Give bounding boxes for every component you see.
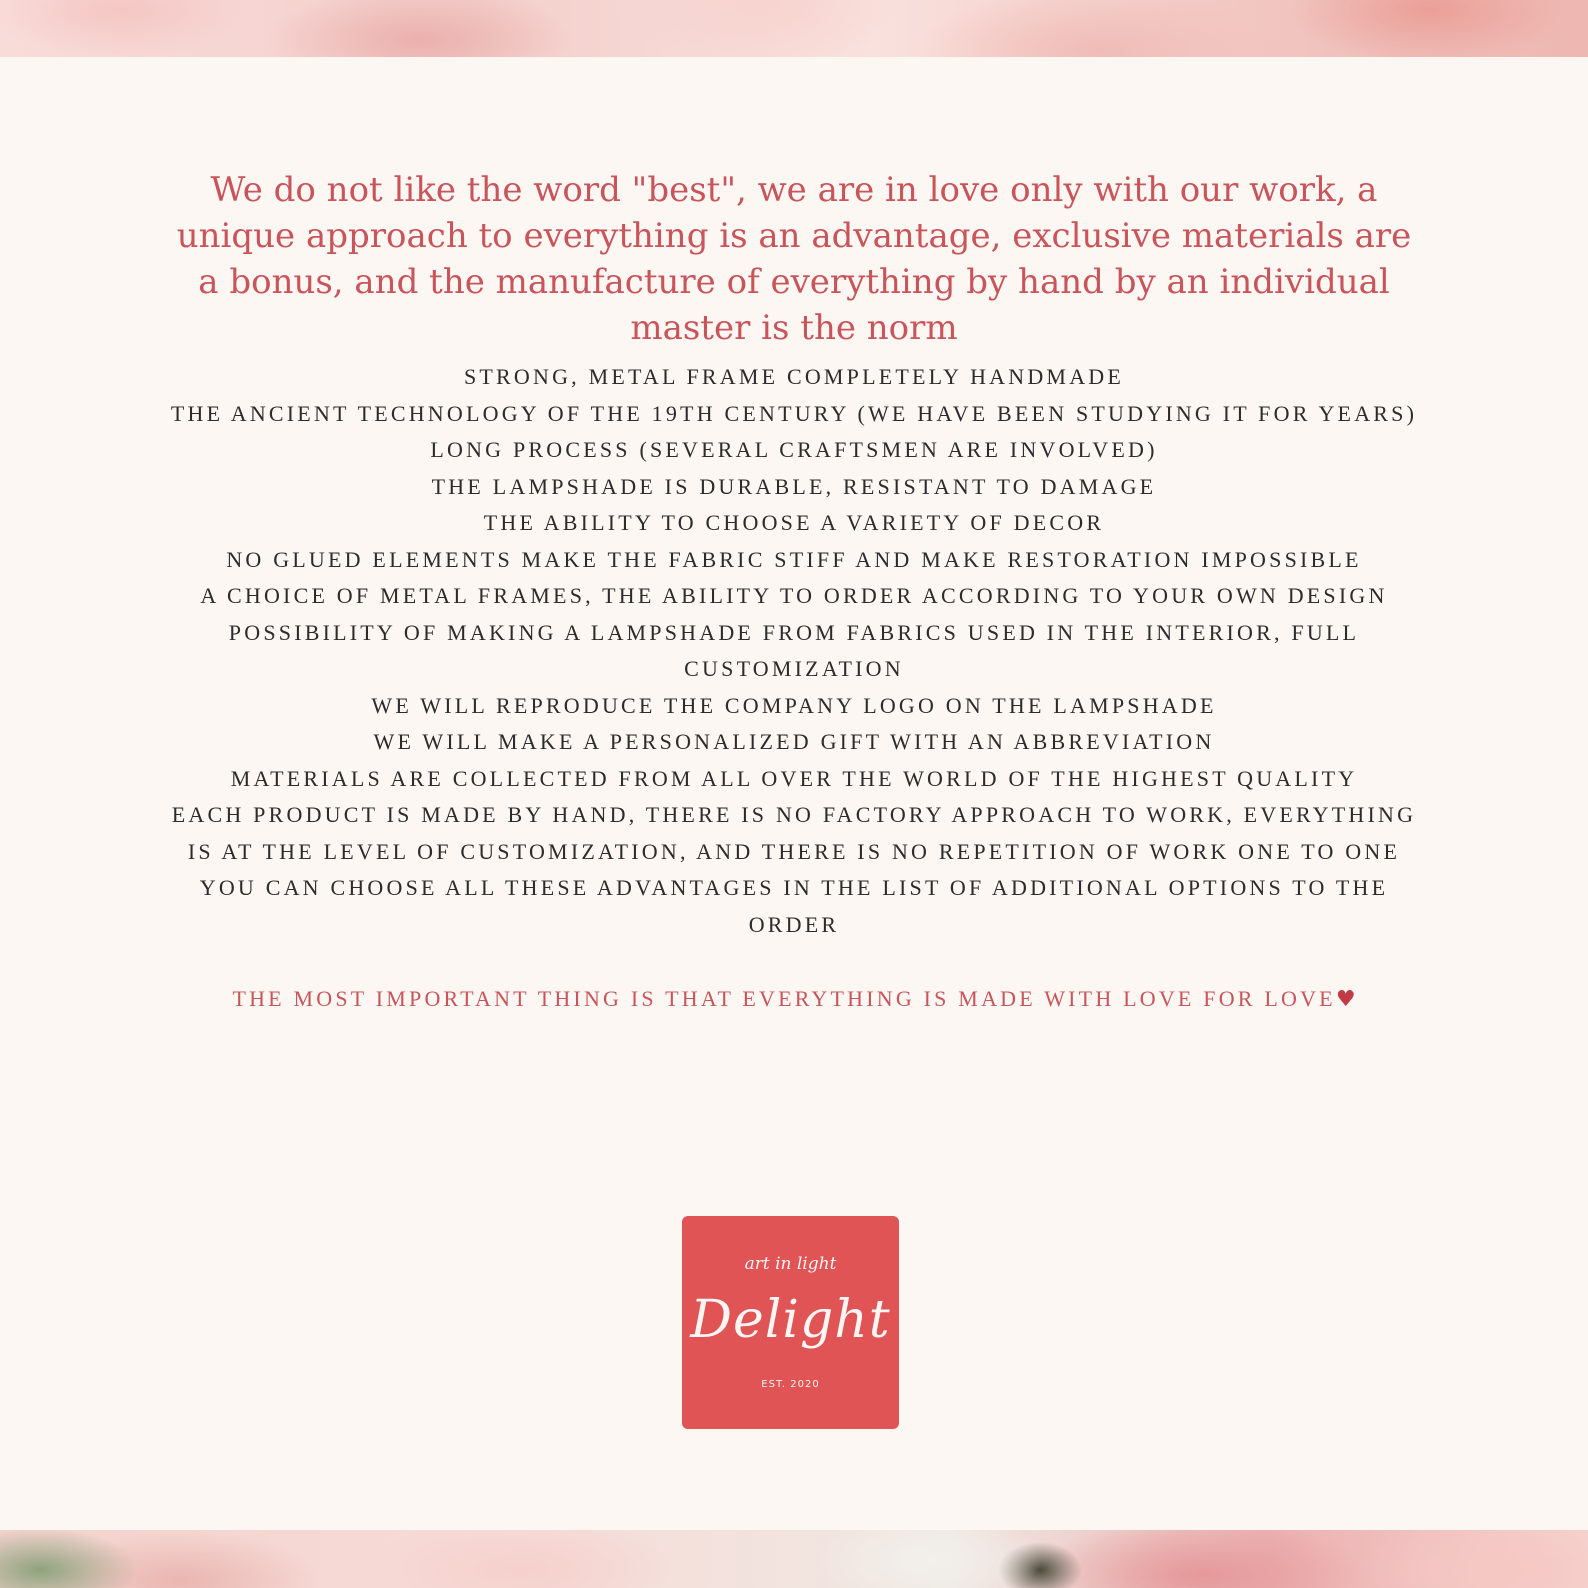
- closing-text: THE MOST IMPORTANT THING IS THAT EVERYTHING IS MADE WITH LOVE FOR LOVE: [232, 986, 1336, 1011]
- feature-item: NO GLUED ELEMENTS MAKE THE FABRIC STIFF AND MAKE RESTORATION IMPOSSIBLE: [226, 546, 1362, 572]
- closing-statement: [160, 981, 1428, 1018]
- logo-tagline: art in light: [744, 1254, 837, 1274]
- feature-item: STRONG, METAL FRAME COMPLETELY HANDMADE: [463, 364, 1125, 389]
- feature-item: EACH PRODUCT IS MADE BY HAND, THERE IS NO FACTORY APPROACH TO WORK, EVERYTHING IS AT THE LEVEL OF CUSTOMIZATION, AND THERE IS NO REPETITION OF WORK ONE TO ONE: [171, 802, 1417, 864]
- feature-item: THE LAMPSHADE IS DURABLE, RESISTANT TO DAMAGE: [431, 473, 1157, 499]
- feature-item: YOU CAN CHOOSE ALL THESE ADVANTAGES IN THE LIST OF ADDITIONAL OPTIONS TO THE ORDER: [199, 875, 1389, 937]
- content-column: [160, 167, 1428, 1018]
- feature-list: [160, 359, 1428, 943]
- feature-item: A CHOICE OF METAL FRAMES, THE ABILITY TO ORDER ACCORDING TO YOUR OWN DESIGN: [200, 583, 1388, 608]
- floral-background-top: [0, 0, 1588, 57]
- feature-item: THE ABILITY TO CHOOSE A VARIETY OF DECOR: [483, 510, 1105, 535]
- feature-item: LONG PROCESS (SEVERAL CRAFTSMEN ARE INVOLVED): [430, 437, 1158, 462]
- floral-background-bottom: [0, 1530, 1588, 1588]
- headline: We do not like the word "best", we are in love only with our work, a unique approach to everything is an advantage, exclusive materials are a bonus, and the manufacture of everything by hand by an individual master is the norm: [176, 170, 1412, 348]
- feature-item: MATERIALS ARE COLLECTED FROM ALL OVER THE WORLD OF THE HIGHEST QUALITY: [230, 765, 1358, 791]
- heart-icon: ♥: [1335, 987, 1356, 1012]
- feature-item: WE WILL MAKE A PERSONALIZED GIFT WITH AN ABBREVIATION: [373, 729, 1215, 754]
- feature-item: WE WILL REPRODUCE THE COMPANY LOGO ON THE LAMPSHADE: [371, 692, 1217, 718]
- logo-established: EST. 2020: [761, 1379, 820, 1390]
- brand-logo: [682, 1216, 899, 1429]
- logo-name: Delight: [690, 1290, 891, 1350]
- feature-item: POSSIBILITY OF MAKING A LAMPSHADE FROM FABRICS USED IN THE INTERIOR, FULL CUSTOMIZATION: [228, 619, 1360, 681]
- feature-item: THE ANCIENT TECHNOLOGY OF THE 19TH CENTURY (WE HAVE BEEN STUDYING IT FOR YEARS): [170, 400, 1418, 426]
